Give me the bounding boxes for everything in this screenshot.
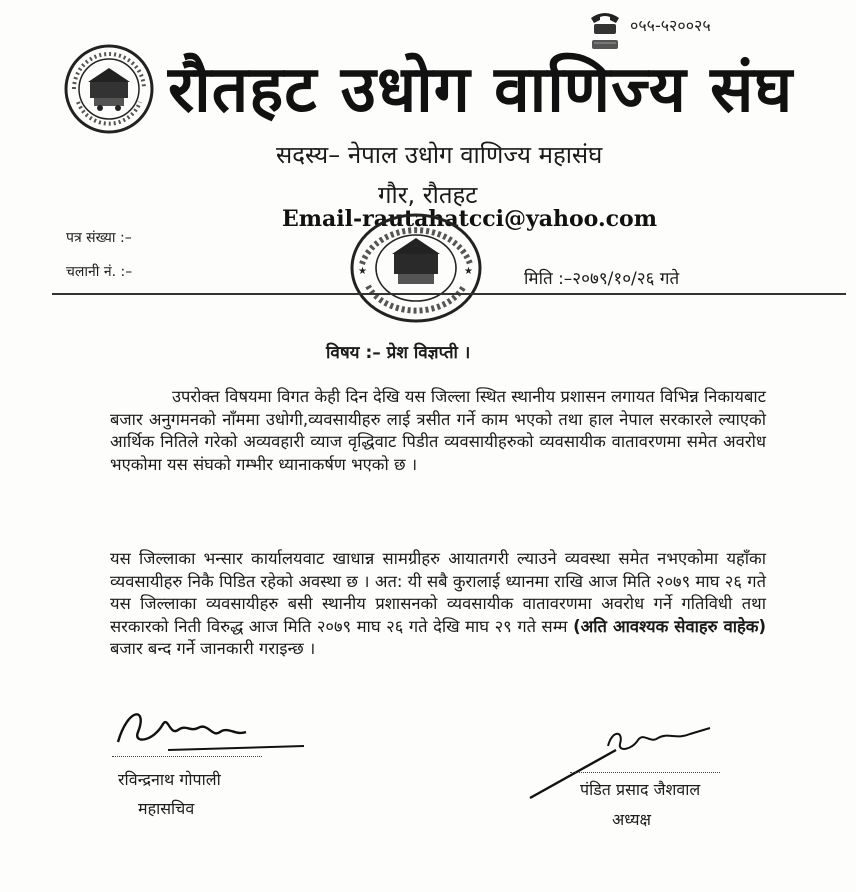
general-secretary-title: महासचिव: [138, 799, 195, 818]
chamber-seal-logo: [64, 44, 154, 134]
left-signature-mark: [108, 702, 308, 758]
body-paragraph-2: [110, 548, 766, 661]
header-divider: [52, 293, 846, 295]
body-paragraph-2-main: यस जिल्लाका भन्सार कार्यालयवाट खाधान्न सामग्रीहरु आयातगरी ल्याउने व्यवस्था समेत नभएकोमा यहाँका व्यवसायीहरु निकै पिडित रहेको अवस्था छ । अत: यी सबै कुरालाई ध्यानमा राखि आज मिति २०७९ माघ २६ गते यस जिल्लाका व्यवसायीहरु बसी स्थानीय प्रशासनको व्यवसायीक वातावरणमा अवरोध गर्ने गतिविधी तथा सरकारको निती विरुद्ध आज मिति २०७९ माघ २६ गते देखि माघ २९ गते सम्म: [110, 549, 766, 636]
dispatch-number-label: चलानी नं. :–: [66, 264, 133, 280]
subject-line: विषय :– प्रेश विज्ञप्ती ।: [326, 343, 471, 363]
email-line: Email-rautahatcci@yahoo.com: [282, 206, 657, 232]
phone-number: ०५५-५२००२५: [630, 16, 711, 35]
address-line: गौर, रौतहट: [378, 181, 478, 209]
right-signature-line: [570, 772, 720, 773]
essential-services-exception: (अति आवश्यक सेवाहरु वाहेक): [573, 616, 766, 636]
official-stamp: [348, 212, 484, 324]
body-paragraph-1: उपरोक्त विषयमा विगत केही दिन देखि यस जिल्ला स्थित स्थानीय प्रशासन लगायत विभिन्न निकायबाट बजार अनुगमनको नाँममा उधोगी,व्यवसायीहरु लाई त्रसीत गर्ने काम भएको तथा हाल नेपाल सरकारले ल्याएको आर्थिक नितिले गरेको अव्यवहारी व्याज वृद्धिवाट पिडीत व्यवसायीहरुको व्यवसायीक वातावरणमा समेत अवरोध भएकोमा यस संघको गम्भीर ध्यानाकर्षण भएको छ ।: [110, 387, 766, 474]
letter-date: मिति :–२०७९/१०/२६ गते: [524, 269, 680, 289]
president-title: अध्यक्ष: [612, 810, 651, 829]
organization-name: रौतहट उधोग वाणिज्य संघ: [168, 53, 794, 127]
telephone-icon: [588, 8, 622, 50]
president-name: पंडित प्रसाद जैशवाल: [580, 780, 701, 799]
letter-number-label: पत्र संख्या :–: [66, 230, 132, 246]
body-paragraph-2-end: बजार बन्द गर्ने जानकारी गराइन्छ ।: [110, 639, 316, 658]
svg-text:★: ★: [358, 266, 367, 277]
left-signature-line: [112, 756, 262, 757]
general-secretary-name: रविन्द्रनाथ गोपाली: [118, 770, 221, 789]
membership-line: सदस्य– नेपाल उधोग वाणिज्य महासंघ: [276, 141, 603, 169]
svg-text:★: ★: [464, 266, 473, 277]
